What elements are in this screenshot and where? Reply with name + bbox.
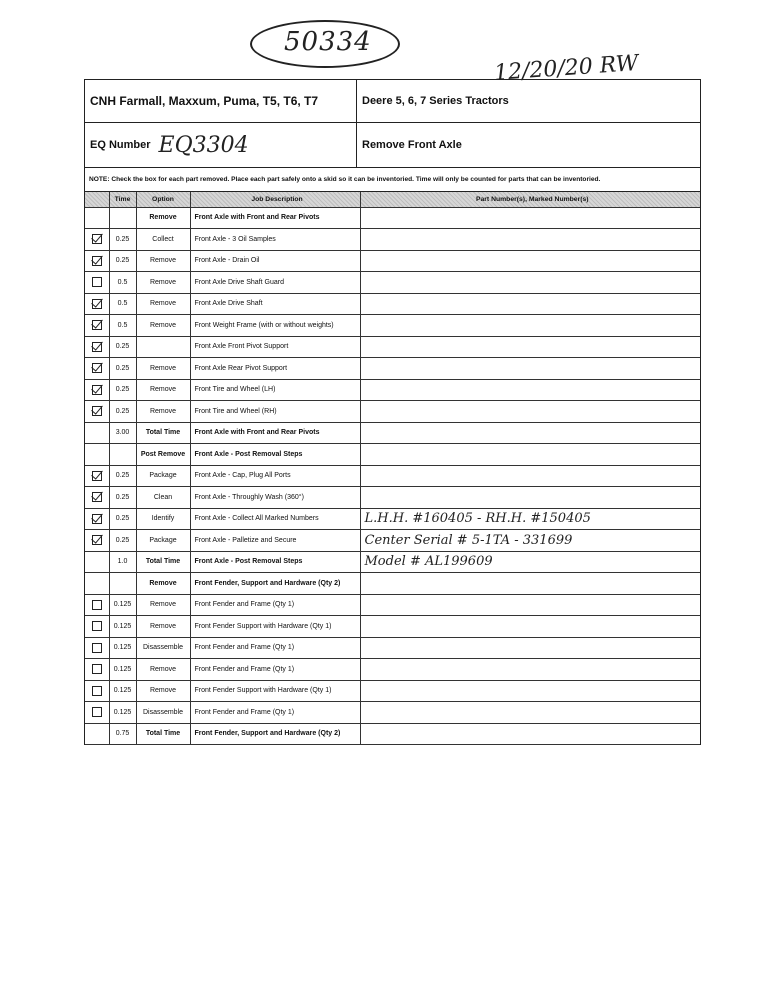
table-row <box>85 272 700 294</box>
table-row <box>85 573 700 595</box>
part-number-cell <box>360 680 700 702</box>
checked-checkbox[interactable] <box>92 320 102 330</box>
option-cell: Clean <box>136 487 190 509</box>
option-cell: Total Time <box>136 551 190 573</box>
part-number-cell <box>360 250 700 272</box>
table-row <box>85 401 700 423</box>
time-cell: 0.125 <box>109 594 136 616</box>
time-cell: 0.125 <box>109 659 136 681</box>
empty-checkbox[interactable] <box>92 621 102 631</box>
option-cell: Collect <box>136 229 190 251</box>
description-cell: Front Axle - Post Removal Steps <box>190 551 360 573</box>
table-row <box>85 465 700 487</box>
table-row <box>85 229 700 251</box>
part-number-cell <box>360 401 700 423</box>
description-cell: Front Axle - Post Removal Steps <box>190 444 360 466</box>
check-cell <box>85 272 109 294</box>
empty-checkbox[interactable] <box>92 600 102 610</box>
time-cell: 0.5 <box>109 315 136 337</box>
check-cell <box>85 315 109 337</box>
table-row <box>85 207 700 229</box>
part-number-cell <box>360 465 700 487</box>
col-time: Time <box>109 192 136 207</box>
table-row <box>85 551 700 573</box>
option-cell: Total Time <box>136 422 190 444</box>
time-cell: 0.75 <box>109 723 136 745</box>
time-cell: 0.25 <box>109 358 136 380</box>
col-option: Option <box>136 192 190 207</box>
table-row <box>85 422 700 444</box>
description-cell: Front Axle - Palletize and Secure <box>190 530 360 552</box>
check-cell <box>85 573 109 595</box>
time-cell: 3.00 <box>109 422 136 444</box>
table-row <box>85 444 700 466</box>
col-job-description: Job Description <box>190 192 360 207</box>
check-cell <box>85 594 109 616</box>
option-cell: Total Time <box>136 723 190 745</box>
remove-front-axle-label: Remove Front Axle <box>362 139 462 151</box>
description-cell: Front Axle Front Pivot Support <box>190 336 360 358</box>
option-cell: Remove <box>136 250 190 272</box>
table-row <box>85 293 700 315</box>
option-cell: Disassemble <box>136 637 190 659</box>
eq-number-handwritten: EQ3304 <box>158 132 249 158</box>
table-row <box>85 659 700 681</box>
part-number-cell <box>360 594 700 616</box>
description-cell: Front Fender Support with Hardware (Qty 1) <box>190 680 360 702</box>
left-title: CNH Farmall, Maxxum, Puma, T5, T6, T7 <box>90 94 319 108</box>
description-cell: Front Fender Support with Hardware (Qty 1) <box>190 616 360 638</box>
check-cell <box>85 250 109 272</box>
description-cell: Front Fender, Support and Hardware (Qty 2) <box>190 573 360 595</box>
part-number-cell <box>360 702 700 724</box>
check-cell <box>85 659 109 681</box>
check-cell <box>85 465 109 487</box>
description-cell: Front Axle - Cap, Plug All Ports <box>190 465 360 487</box>
checked-checkbox[interactable] <box>92 514 102 524</box>
option-cell: Remove <box>136 616 190 638</box>
table-row <box>85 508 700 530</box>
part-number-cell <box>360 272 700 294</box>
part-number-cell: Model # AL199609 <box>360 551 700 573</box>
check-cell <box>85 444 109 466</box>
check-cell <box>85 401 109 423</box>
date-initials-handwritten: 12/20/20 RW <box>493 50 640 87</box>
part-number-cell <box>360 336 700 358</box>
header-row-titles <box>85 80 700 123</box>
option-cell: Post Remove <box>136 444 190 466</box>
time-cell: 0.5 <box>109 293 136 315</box>
time-cell <box>109 573 136 595</box>
check-cell <box>85 508 109 530</box>
table-row <box>85 336 700 358</box>
description-cell: Front Axle - Throughly Wash (360°) <box>190 487 360 509</box>
part-number-cell <box>360 487 700 509</box>
option-cell: Remove <box>136 594 190 616</box>
option-cell: Remove <box>136 272 190 294</box>
option-cell: Remove <box>136 207 190 229</box>
time-cell: 0.25 <box>109 229 136 251</box>
time-cell: 0.125 <box>109 637 136 659</box>
part-number-cell <box>360 379 700 401</box>
part-number-cell <box>360 358 700 380</box>
option-cell: Identify <box>136 508 190 530</box>
checked-checkbox[interactable] <box>92 492 102 502</box>
description-cell: Front Weight Frame (with or without weights) <box>190 315 360 337</box>
check-cell <box>85 723 109 745</box>
check-cell <box>85 336 109 358</box>
header-row-eq <box>85 123 700 168</box>
part-number-cell <box>360 573 700 595</box>
option-cell: Remove <box>136 358 190 380</box>
time-cell: 0.25 <box>109 379 136 401</box>
check-cell <box>85 616 109 638</box>
part-number-cell <box>360 444 700 466</box>
option-cell: Remove <box>136 401 190 423</box>
option-cell: Remove <box>136 315 190 337</box>
part-number-cell <box>360 659 700 681</box>
option-cell: Remove <box>136 293 190 315</box>
description-cell: Front Fender and Frame (Qty 1) <box>190 637 360 659</box>
document-id-handwritten: 50334 <box>284 27 372 57</box>
table-row <box>85 358 700 380</box>
table-row <box>85 680 700 702</box>
note-text: NOTE: Check the box for each part removed. Place each part safely onto a skid so it can be inventoried. Time will only be counted for parts that can be inventoried. <box>85 168 700 192</box>
description-cell: Front Axle - Drain Oil <box>190 250 360 272</box>
table-row <box>85 594 700 616</box>
time-cell: 0.5 <box>109 272 136 294</box>
check-cell <box>85 702 109 724</box>
checked-checkbox[interactable] <box>92 385 102 395</box>
table-row <box>85 379 700 401</box>
table-row <box>85 487 700 509</box>
empty-checkbox[interactable] <box>92 277 102 287</box>
work-order-sheet <box>84 79 701 745</box>
time-cell: 1.0 <box>109 551 136 573</box>
checked-checkbox[interactable] <box>92 535 102 545</box>
time-cell <box>109 207 136 229</box>
part-number-cell <box>360 315 700 337</box>
check-cell <box>85 637 109 659</box>
time-cell: 0.125 <box>109 680 136 702</box>
empty-checkbox[interactable] <box>92 643 102 653</box>
time-cell: 0.25 <box>109 530 136 552</box>
check-cell <box>85 487 109 509</box>
option-cell: Remove <box>136 680 190 702</box>
time-cell: 0.25 <box>109 465 136 487</box>
check-cell <box>85 207 109 229</box>
table-row <box>85 723 700 745</box>
check-cell <box>85 530 109 552</box>
time-cell: 0.25 <box>109 401 136 423</box>
time-cell: 0.125 <box>109 702 136 724</box>
table-row <box>85 250 700 272</box>
check-cell <box>85 680 109 702</box>
parts-table <box>85 192 700 745</box>
check-cell <box>85 422 109 444</box>
time-cell: 0.25 <box>109 508 136 530</box>
right-title: Deere 5, 6, 7 Series Tractors <box>362 95 509 107</box>
description-cell: Front Axle Drive Shaft Guard <box>190 272 360 294</box>
option-cell: Package <box>136 465 190 487</box>
part-number-cell <box>360 422 700 444</box>
checked-checkbox[interactable] <box>92 299 102 309</box>
description-cell: Front Axle - Collect All Marked Numbers <box>190 508 360 530</box>
col-check <box>85 192 109 207</box>
part-number-cell <box>360 637 700 659</box>
part-number-cell: L.H.H. #160405 - RH.H. #150405 <box>360 508 700 530</box>
description-cell: Front Fender and Frame (Qty 1) <box>190 594 360 616</box>
description-cell: Front Axle - 3 Oil Samples <box>190 229 360 251</box>
option-cell: Remove <box>136 379 190 401</box>
checked-checkbox[interactable] <box>92 256 102 266</box>
time-cell: 0.25 <box>109 250 136 272</box>
table-row <box>85 315 700 337</box>
option-cell: Remove <box>136 573 190 595</box>
part-number-cell <box>360 616 700 638</box>
check-cell <box>85 358 109 380</box>
part-number-cell <box>360 229 700 251</box>
description-cell: Front Axle with Front and Rear Pivots <box>190 207 360 229</box>
part-number-cell <box>360 723 700 745</box>
table-row <box>85 530 700 552</box>
part-number-cell <box>360 293 700 315</box>
description-cell: Front Fender and Frame (Qty 1) <box>190 659 360 681</box>
description-cell: Front Axle with Front and Rear Pivots <box>190 422 360 444</box>
eq-number-label: EQ Number <box>90 139 151 151</box>
empty-checkbox[interactable] <box>92 686 102 696</box>
option-cell: Package <box>136 530 190 552</box>
time-cell: 0.125 <box>109 616 136 638</box>
check-cell <box>85 379 109 401</box>
table-row <box>85 702 700 724</box>
option-cell: Remove <box>136 659 190 681</box>
description-cell: Front Tire and Wheel (LH) <box>190 379 360 401</box>
option-cell <box>136 336 190 358</box>
empty-checkbox[interactable] <box>92 664 102 674</box>
check-cell <box>85 229 109 251</box>
table-header <box>85 192 700 207</box>
part-number-cell: Center Serial # 5-1TA - 331699 <box>360 530 700 552</box>
part-number-cell <box>360 207 700 229</box>
description-cell: Front Fender, Support and Hardware (Qty 2) <box>190 723 360 745</box>
time-cell: 0.25 <box>109 487 136 509</box>
checked-checkbox[interactable] <box>92 406 102 416</box>
col-part-number: Part Number(s), Marked Number(s) <box>360 192 700 207</box>
empty-checkbox[interactable] <box>92 707 102 717</box>
time-cell: 0.25 <box>109 336 136 358</box>
description-cell: Front Axle Rear Pivot Support <box>190 358 360 380</box>
table-row <box>85 616 700 638</box>
table-row <box>85 637 700 659</box>
option-cell: Disassemble <box>136 702 190 724</box>
description-cell: Front Fender and Frame (Qty 1) <box>190 702 360 724</box>
check-cell <box>85 551 109 573</box>
checked-checkbox[interactable] <box>92 234 102 244</box>
description-cell: Front Tire and Wheel (RH) <box>190 401 360 423</box>
checked-checkbox[interactable] <box>92 363 102 373</box>
check-cell <box>85 293 109 315</box>
description-cell: Front Axle Drive Shaft <box>190 293 360 315</box>
checked-checkbox[interactable] <box>92 342 102 352</box>
checked-checkbox[interactable] <box>92 471 102 481</box>
time-cell <box>109 444 136 466</box>
